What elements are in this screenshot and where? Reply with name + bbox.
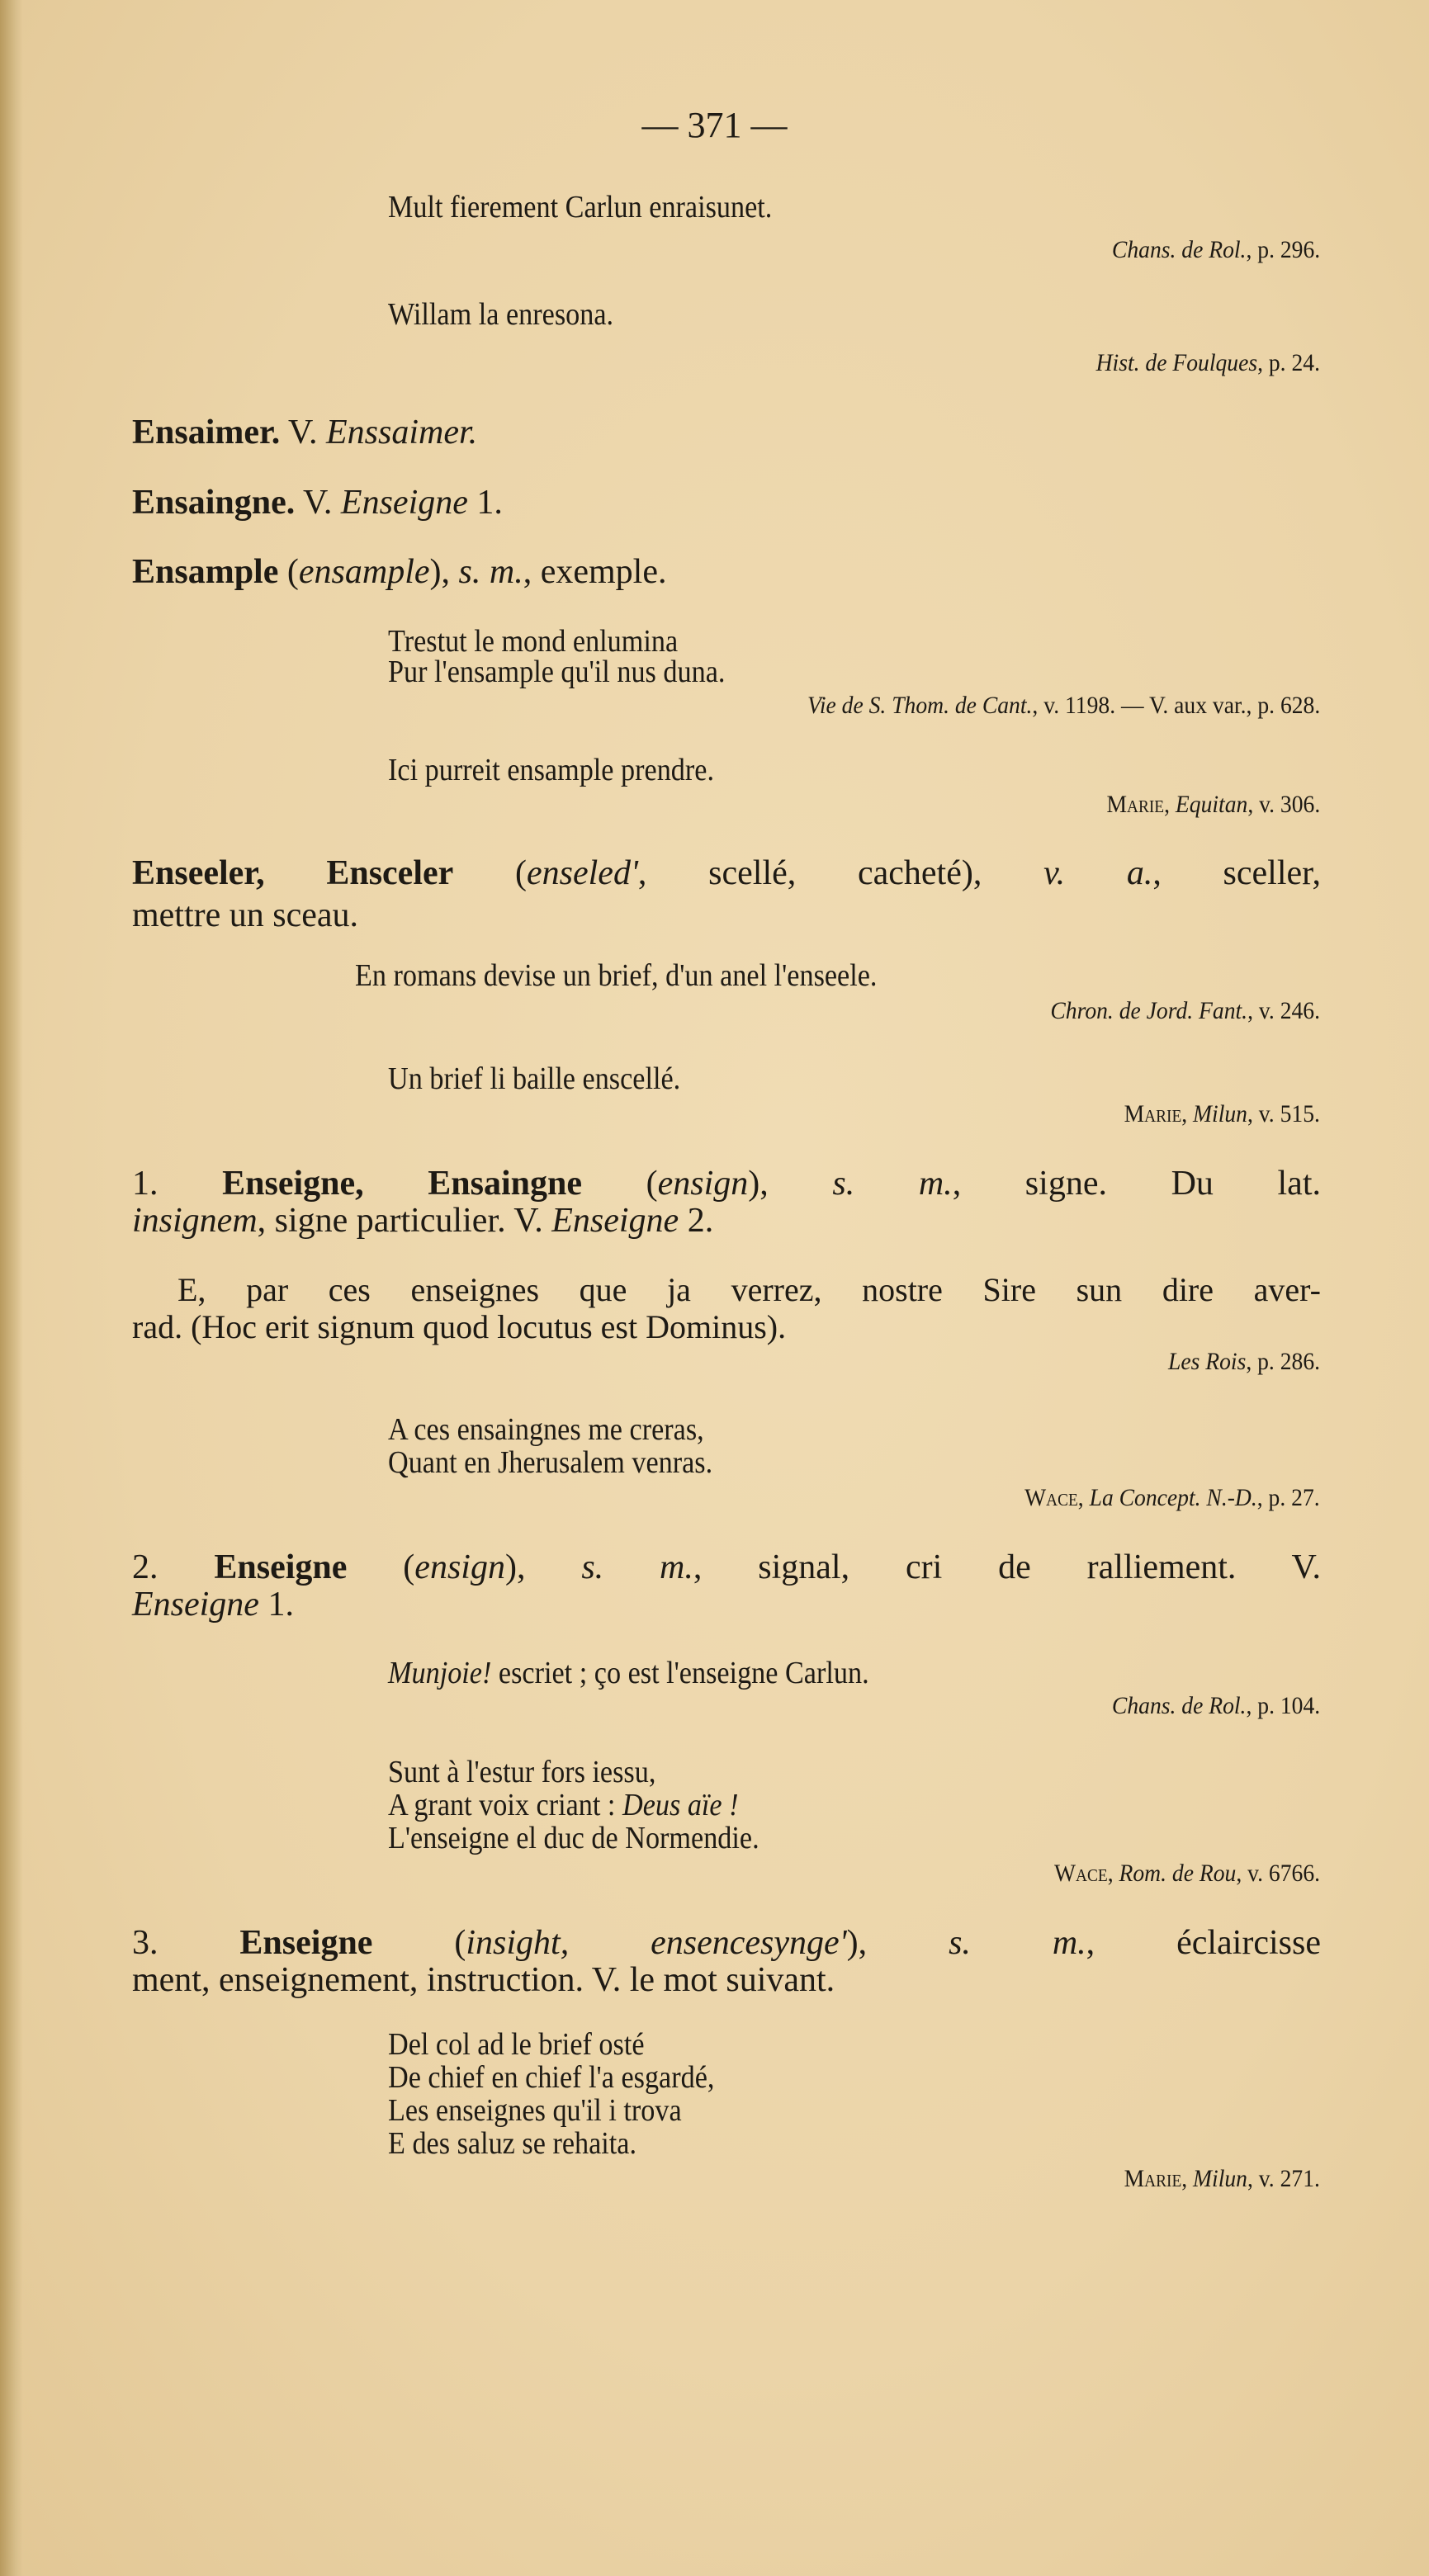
quotation-line [388,191,772,223]
italic-text: Enseigne [340,484,468,522]
text: , signe. Du lat. [952,1165,1321,1203]
italic-text: ensign [414,1548,505,1586]
prose-line [132,1308,787,1345]
italic-text: Chans. de Rol. [1111,236,1247,263]
text: Ici purreit ensample prendre. [388,753,715,787]
italic-text: insight, ensencesynge' [466,1924,847,1962]
text: ), [504,1548,582,1586]
text: V. [280,414,326,451]
italic-text: Enseigne [132,1586,259,1624]
italic-text: Enssaimer. [325,414,478,451]
text: , éclaircisse [1086,1924,1321,1962]
quotation-line [355,960,877,991]
italic-text: Enseigne [551,1202,679,1240]
text: , [1078,1484,1090,1511]
text: Mult fierement Carlun enraisunet. [388,190,773,225]
author-name: Wace [1024,1484,1079,1511]
citation [1106,792,1320,817]
text: A ces ensaingnes me creras, [388,1412,704,1447]
text: Pur l'ensample qu'il nus duna. [388,655,726,689]
citation [1112,1694,1320,1718]
citation [1124,2167,1320,2191]
text: , signe particulier. V. [257,1202,552,1240]
citation [1096,351,1320,376]
entry-line [132,1203,713,1238]
citation [1124,1102,1320,1127]
italic-text: Equitan [1175,791,1248,818]
italic-text: Chans. de Rol. [1111,1692,1247,1719]
page-number [0,107,1429,144]
text: , p. 296. [1246,236,1320,263]
text: , v. 6766. [1236,1860,1320,1887]
headword: Enseeler, Ensceler [132,854,454,892]
text: , [1181,1100,1194,1127]
text: ( [372,1924,466,1962]
author-name: Marie [1124,1100,1182,1127]
entry-line [132,1166,1321,1201]
text: , sceller, [1152,854,1321,892]
entry-line [132,415,477,450]
text: ), [429,553,459,591]
text: , v. 515. [1247,1100,1320,1127]
citation [1112,238,1320,262]
quotation-line [388,299,613,330]
text: , [1163,791,1176,818]
text: Del col ad le brief osté [388,2027,645,2062]
text: , scellé, cacheté), [637,854,1044,892]
text: ), [748,1165,833,1203]
text: V. [295,484,341,522]
text: ment, enseignement, instruction. V. le mot suivant. [132,1961,835,1999]
text: , p. 104. [1246,1692,1320,1719]
text: De chief en chief l'a esgardé, [388,2060,715,2095]
headword: Enseigne [239,1924,373,1962]
quotation-line [388,2062,714,2093]
headword: Enseigne [214,1548,348,1586]
headword: Enseigne, Ensaingne [222,1165,583,1203]
quotation-line [388,2128,636,2159]
italic-text: s. m. [832,1165,953,1203]
text: 2. [679,1202,714,1240]
text: ( [278,553,299,591]
entry-line [132,485,503,520]
headword: Ensaimer. [132,414,281,451]
text: escriet ; ço est l'enseigne Carlun. [491,1656,869,1690]
quotation-line [388,2029,645,2060]
italic-text: s. m. [458,553,523,591]
quotation-line [388,1756,655,1788]
text: A grant voix criant : [388,1788,622,1822]
text: 3. [132,1924,240,1962]
citation [1168,1349,1320,1374]
text: Les enseignes qu'il i trova [388,2093,682,2128]
italic-text: ensample [298,553,430,591]
text: Un brief li baille enscellé. [388,1061,681,1096]
italic-text: Chron. de Jord. Fant. [1050,997,1248,1024]
citation [1024,1486,1320,1510]
text: , p. 27. [1257,1484,1320,1511]
text: E des saluz se rehaita. [388,2126,637,2161]
text: 2. [132,1548,215,1586]
italic-text: v. a. [1043,854,1153,892]
text: , exemple. [523,553,667,591]
quotation-line [388,1822,759,1854]
citation [1050,999,1320,1023]
italic-text: ensign [657,1165,749,1203]
quotation-line [388,1447,712,1478]
text: ), [846,1924,949,1962]
italic-text: enseled' [527,854,638,892]
entry-line [132,1926,1321,1960]
quotation-line [388,1063,680,1094]
entry-line [132,1550,1321,1585]
quotation-line [388,1657,869,1689]
entry-line [132,898,358,933]
text: , v. 306. [1247,791,1320,818]
italic-text: s. m. [581,1548,693,1586]
text: — 371 — [641,105,788,145]
italic-text: Vie de S. Thom. de Cant. [807,692,1033,719]
italic-text: Deus aïe ! [622,1788,739,1822]
italic-text: insignem [132,1202,258,1240]
headword: Ensample [132,553,279,591]
text: En romans devise un brief, d'un anel l'enseele. [355,958,878,993]
italic-text: s. m. [949,1924,1086,1962]
quotation-line [388,626,678,657]
quotation-line [388,1414,704,1445]
text: E, par ces enseignes que ja verrez, nostre Sire sun dire aver- [177,1271,1321,1308]
headword: Ensaingne. [132,484,296,522]
quotation-line [388,1789,739,1821]
text: , [1107,1860,1119,1887]
italic-text: La Concept. N.-D. [1089,1484,1258,1511]
italic-text: Rom. de Rou [1119,1860,1237,1887]
text: , v. 246. [1247,997,1320,1024]
text: 1. [467,484,503,522]
entry-line [132,555,666,589]
text: , p. 286. [1246,1348,1320,1375]
citation [1054,1861,1320,1886]
quotation-line [388,656,725,688]
quotation-line [388,754,714,786]
citation [807,693,1320,718]
text: , v. 271. [1247,2165,1320,2192]
text: Trestut le mond enlumina [388,624,679,659]
text: ( [347,1548,415,1586]
text: ( [453,854,527,892]
text: 1. [258,1586,294,1624]
text: , p. 24. [1257,349,1320,376]
text: mettre un sceau. [132,896,359,934]
author-name: Wace [1053,1860,1108,1887]
text: ( [582,1165,658,1203]
text: Quant en Jherusalem venras. [388,1445,713,1480]
italic-text: Munjoie! [388,1656,492,1690]
text: 1. [132,1165,223,1203]
entry-line [132,1587,294,1622]
page-edge-shadow [0,0,23,2576]
text: L'enseigne el duc de Normendie. [388,1821,759,1855]
italic-text: Les Rois [1167,1348,1247,1375]
italic-text: Milun [1193,1100,1248,1127]
quotation-line [388,2095,682,2126]
text: , signal, cri de ralliement. V. [693,1548,1321,1586]
entry-line [132,1963,835,1997]
author-name: Marie [1124,2165,1182,2192]
text: , [1181,2165,1194,2192]
italic-text: Hist. de Foulques [1095,349,1258,376]
text: Sunt à l'estur fors iessu, [388,1755,656,1789]
text: rad. (Hoc erit signum quod locutus est Dominus). [132,1308,787,1345]
italic-text: Milun [1193,2165,1248,2192]
text: Willam la enresona. [388,297,614,332]
entry-line [132,856,1321,891]
author-name: Marie [1106,791,1164,818]
text: , v. 1198. — V. aux var., p. 628. [1032,692,1320,719]
prose-line [177,1271,1321,1308]
